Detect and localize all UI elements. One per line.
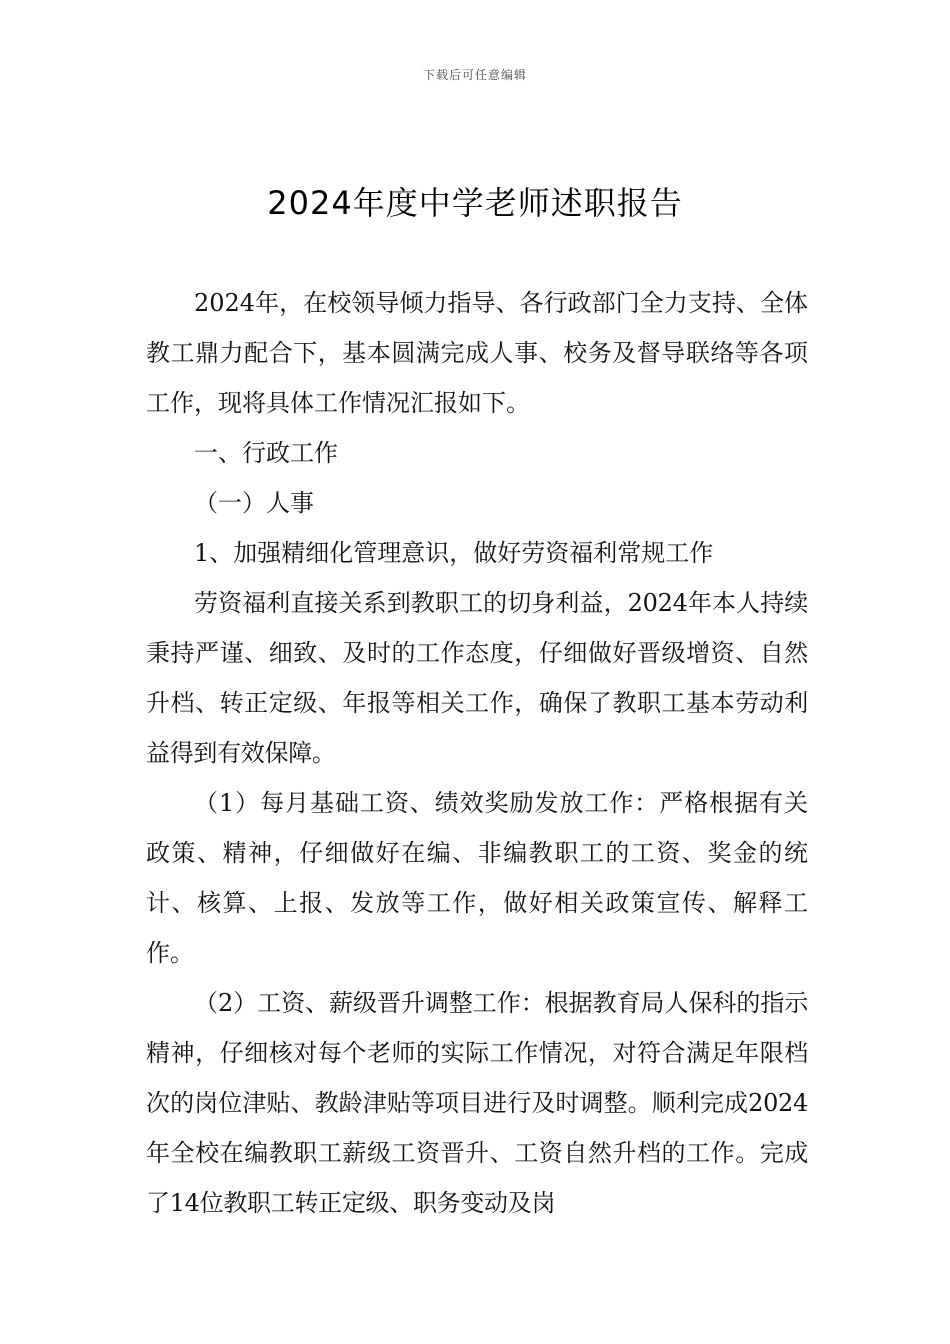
document-body	[146, 278, 808, 1228]
monthly-salary-paragraph: （1）每月基础工资、绩效奖励发放工作：严格根据有关政策、精神，仔细做好在编、非编教职工的工资、奖金的统计、核算、上报、发放等工作，做好相关政策宣传、解释工作。	[146, 789, 808, 967]
document-title: 2024年度中学老师述职报告	[267, 184, 683, 222]
section-heading-administration: 一、行政工作	[194, 439, 338, 467]
item-heading-labor-welfare: 1、加强精细化管理意识，做好劳资福利常规工作	[194, 539, 714, 567]
page-header-note: 下载后可任意编辑	[422, 68, 527, 82]
labor-welfare-paragraph: 劳资福利直接关系到教职工的切身利益，2024年本人持续秉持严谨、细致、及时的工作态度，仔细做好晋级增资、自然升档、转正定级、年报等相关工作，确保了教职工基本劳动利益得到有效保障。	[146, 589, 808, 767]
subsection-heading-personnel: （一）人事	[194, 489, 314, 517]
intro-paragraph: 2024年，在校领导倾力指导、各行政部门全力支持、全体教工鼎力配合下，基本圆满完成人事、校务及督导联络等各项工作，现将具体工作情况汇报如下。	[146, 289, 808, 417]
salary-adjustment-paragraph: （2）工资、薪级晋升调整工作：根据教育局人保科的指示精神，仔细核对每个老师的实际工作情况，对符合满足年限档次的岗位津贴、教龄津贴等项目进行及时调整。顺利完成2024年全校在编教职工薪级工资晋升、工资自然升档的工作。完成了14位教职工转正定级、职务变动及岗	[146, 989, 808, 1217]
